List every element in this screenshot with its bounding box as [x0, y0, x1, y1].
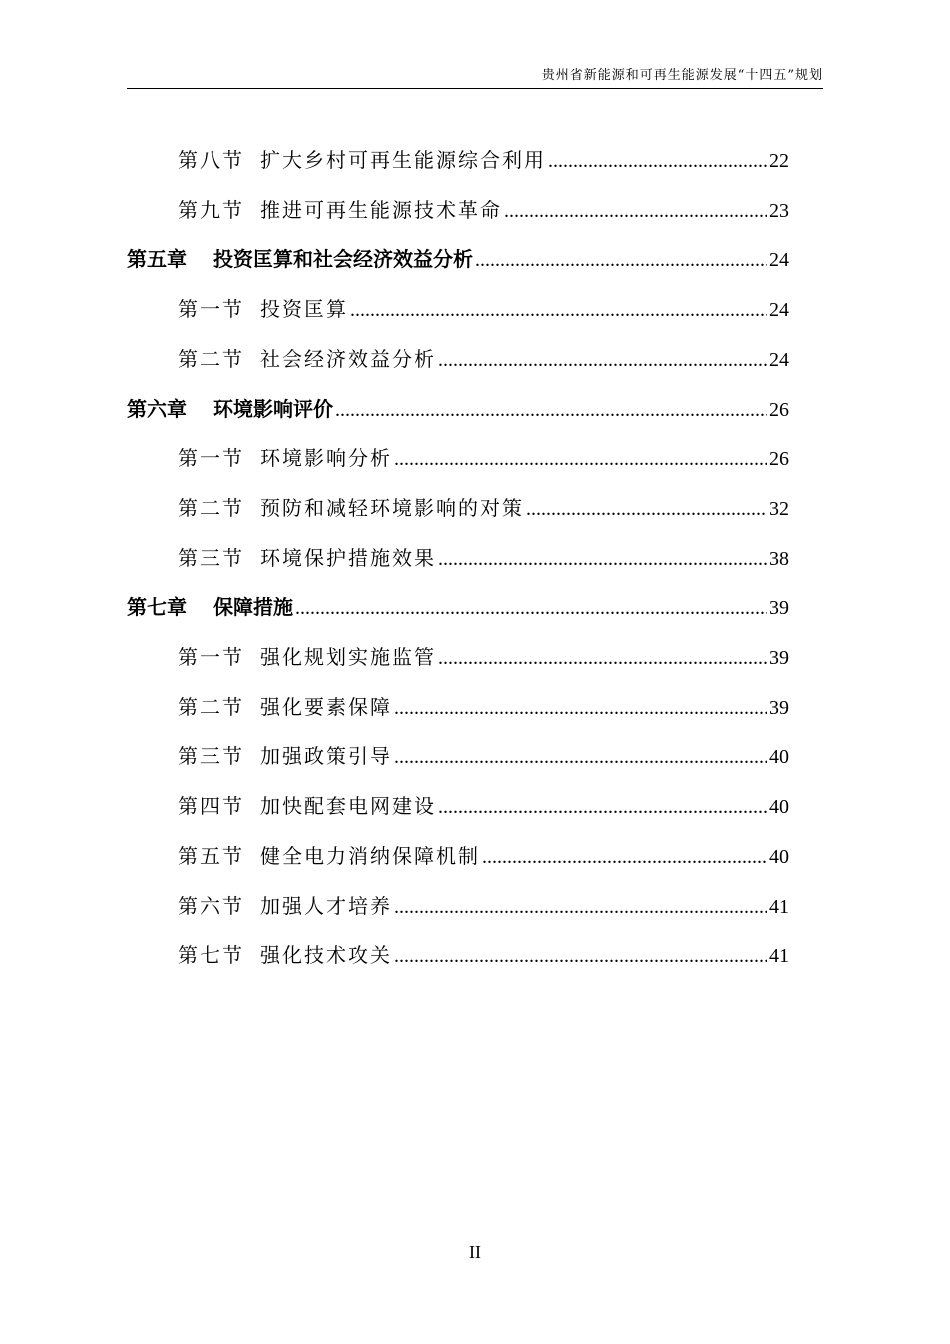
toc-entry-label: [127, 592, 293, 622]
toc-entry-number: 第一节: [178, 645, 244, 669]
toc-page-number: 39: [769, 647, 789, 669]
toc-section-entry[interactable]: [178, 195, 789, 225]
toc-entry-number: 第一节: [178, 297, 244, 322]
toc-page-number: 40: [769, 845, 789, 868]
toc-entry-number: 第三节: [178, 545, 244, 570]
toc-entry-number: 第一节: [178, 446, 244, 471]
toc-dot-leader: [394, 892, 767, 922]
header-rule: [127, 88, 823, 89]
toc-section-entry[interactable]: [178, 940, 789, 970]
toc-dot-leader: [394, 693, 767, 723]
toc-entry-number: 第六章: [127, 396, 187, 421]
toc-entry-label: [127, 244, 473, 274]
toc-entry-title: 强化要素保障: [260, 694, 392, 719]
toc-chapter-entry[interactable]: [127, 592, 789, 622]
toc-page-number: 39: [769, 597, 789, 620]
toc-page-number: 40: [769, 746, 789, 769]
toc-entry-title: 加快配套电网建设: [260, 794, 436, 819]
toc-page-number: 26: [769, 448, 789, 471]
toc-entry-title: 环境保护措施效果: [260, 545, 436, 570]
toc-section-entry[interactable]: [178, 443, 789, 473]
toc-entry-label: [178, 791, 436, 821]
toc-dot-leader: [394, 444, 767, 474]
toc-entry-label: [178, 543, 436, 573]
toc-entry-number: 第二节: [178, 346, 244, 371]
toc-entry-title: 加强人才培养: [260, 893, 392, 918]
toc-page-number: 39: [769, 696, 789, 719]
toc-dot-leader: [394, 941, 767, 971]
toc-section-entry[interactable]: [178, 841, 789, 871]
toc-page-number: 24: [769, 348, 789, 371]
toc-entry-label: [178, 294, 348, 324]
toc-entry-number: 第三节: [178, 744, 244, 769]
toc-page-number: 41: [769, 895, 789, 918]
toc-entry-title: 强化规划实施监管: [260, 645, 436, 669]
toc-entry-title: 加强政策引导: [260, 744, 392, 769]
toc-entry-label: [178, 145, 546, 175]
toc-page-number: 26: [769, 398, 789, 421]
toc-entry-title: 环境影响分析: [260, 446, 392, 471]
toc-entry-label: [178, 195, 502, 225]
toc-entry-label: [178, 344, 436, 374]
toc-section-entry[interactable]: [178, 543, 789, 573]
toc-dot-leader: [482, 842, 767, 872]
toc-dot-leader: [438, 345, 767, 375]
toc-dot-leader: [475, 245, 767, 275]
toc-page-number: 32: [769, 497, 789, 520]
toc-dot-leader: [438, 544, 767, 574]
toc-entry-title: 扩大乡村可再生能源综合利用: [260, 148, 546, 172]
toc-entry-label: [178, 692, 392, 722]
toc-entry-title: 投资匡算和社会经济效益分析: [213, 247, 473, 272]
toc-entry-title: 预防和减轻环境影响的对策: [260, 495, 524, 520]
toc-dot-leader: [394, 742, 767, 772]
running-header: 贵州省新能源和可再生能源发展“十四五”规划: [541, 68, 823, 83]
toc-entry-title: 推进可再生能源技术革命: [260, 197, 502, 222]
toc-entry-number: 第二节: [178, 495, 244, 520]
toc-page-number: 38: [769, 547, 789, 570]
toc-section-entry[interactable]: [178, 891, 789, 921]
toc-dot-leader: [526, 494, 767, 524]
toc-entry-title: 社会经济效益分析: [260, 346, 436, 371]
toc-dot-leader: [504, 196, 767, 226]
toc-entry-title: 投资匡算: [260, 297, 348, 322]
toc-dot-leader: [295, 593, 767, 623]
toc-chapter-entry[interactable]: [127, 244, 789, 274]
toc-entry-number: 第六节: [178, 893, 244, 918]
toc-entry-label: [178, 642, 436, 672]
toc-entry-title: 保障措施: [213, 595, 293, 620]
toc-section-entry[interactable]: [178, 344, 789, 374]
toc-entry-number: 第五节: [178, 843, 244, 868]
toc-chapter-entry[interactable]: [127, 394, 789, 424]
toc-section-entry[interactable]: [178, 642, 789, 672]
toc-entry-number: 第七章: [127, 595, 187, 620]
toc-section-entry[interactable]: [178, 294, 789, 324]
toc-section-entry[interactable]: [178, 692, 789, 722]
toc-entry-number: 第八节: [178, 148, 244, 172]
toc-section-entry[interactable]: [178, 791, 789, 821]
toc-dot-leader: [438, 792, 767, 822]
toc-entry-title: 强化技术攻关: [260, 943, 392, 968]
toc-page-number: 24: [769, 249, 789, 272]
toc-entry-label: [178, 841, 480, 871]
toc-entry-label: [178, 493, 524, 523]
toc-entry-label: [127, 394, 333, 424]
toc-entry-label: [178, 741, 392, 771]
toc-entry-label: [178, 443, 392, 473]
toc-page-number: 41: [769, 945, 789, 968]
toc-dot-leader: [548, 146, 767, 176]
toc-entry-number: 第九节: [178, 197, 244, 222]
toc-entry-title: 健全电力消纳保障机制: [260, 843, 480, 868]
toc-page-number: 23: [769, 199, 789, 222]
toc-dot-leader: [350, 295, 767, 325]
page-number: II: [469, 1242, 481, 1262]
toc-section-entry[interactable]: [178, 741, 789, 771]
toc-section-entry[interactable]: [178, 145, 789, 175]
toc-entry-number: 第七节: [178, 943, 244, 968]
toc-entry-label: [178, 891, 392, 921]
toc-dot-leader: [335, 395, 767, 425]
toc-dot-leader: [438, 643, 767, 673]
toc-page-number: 24: [769, 299, 789, 322]
toc-entry-number: 第二节: [178, 694, 244, 719]
toc-entry-label: [178, 940, 392, 970]
toc-section-entry[interactable]: [178, 493, 789, 523]
toc-page-number: 22: [769, 150, 789, 172]
toc-page-number: 40: [769, 796, 789, 819]
toc-entry-number: 第五章: [127, 247, 187, 272]
toc-entry-number: 第四节: [178, 794, 244, 819]
toc-entry-title: 环境影响评价: [213, 396, 333, 421]
